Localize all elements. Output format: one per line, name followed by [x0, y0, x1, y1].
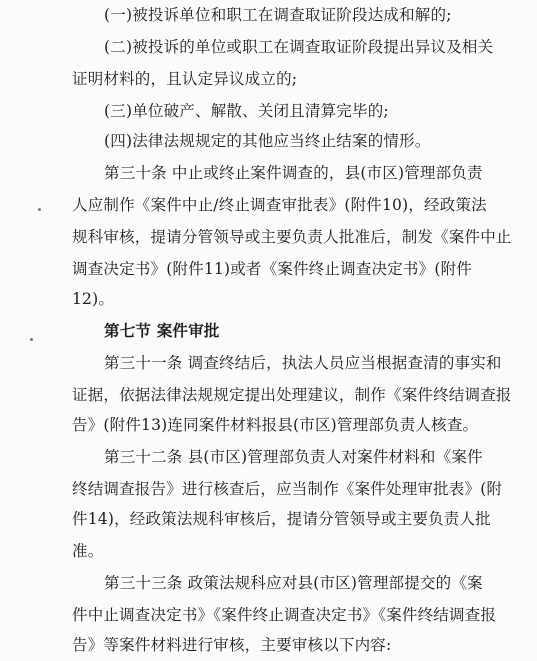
text-line: 准。: [72, 542, 104, 560]
text-line: (三)单位破产、解散、关闭且清算完毕的;: [104, 102, 389, 120]
text-line: 12)。: [72, 290, 115, 308]
binding-hole-mark: [38, 208, 41, 211]
text-line: (二)被投诉的单位或职工在调查取证阶段提出异议及相关: [104, 38, 494, 56]
text-line: 告》等案件材料进行审核，主要审核以下内容:: [72, 636, 392, 654]
text-line: 证据，依据法律法规规定提出处理建议，制作《案件终结调查报: [72, 386, 512, 404]
article-31-line: 第三十一条 调查终结后，执法人员应当根据查清的事实和: [104, 354, 502, 372]
article-30-line: 第三十条 中止或终止案件调查的，县(市区)管理部负责: [104, 164, 483, 182]
binding-hole-mark: [30, 338, 33, 341]
text-line: 调查决定书》(附件11)或者《案件终止调查决定书》(附件: [72, 260, 472, 278]
text-line: 证明材料的，且认定异议成立的;: [72, 70, 298, 88]
text-line: 人应制作《案件中止/终止调查审批表》(附件10)，经政策法: [72, 196, 487, 214]
text-line: (四)法律法规规定的其他应当终止结案的情形。: [104, 132, 431, 150]
section-heading: 第七节 案件审批: [104, 321, 220, 340]
text-line: 件中止调查决定书》《案件终止调查决定书》《案件终结调查报: [72, 606, 497, 624]
text-line: 终结调查报告》进行核查后，应当制作《案件处理审批表》(附: [72, 480, 503, 498]
article-32-line: 第三十二条 县(市区)管理部负责人对案件材料和《案件: [104, 448, 483, 466]
text-line: 件14)，经政策法规科审核后，提请分管领导或主要负责人批: [72, 510, 491, 528]
text-line: (一)被投诉单位和职工在调查取证阶段达成和解的;: [104, 6, 452, 24]
text-line: 规科审核，提请分管领导或主要负责人批准后，制发《案件中止: [72, 228, 512, 246]
text-line: 告》(附件13)连同案件材料报县(市区)管理部负责人核查。: [72, 416, 479, 434]
article-33-line: 第三十三条 政策法规科应对县(市区)管理部提交的《案: [104, 574, 483, 592]
